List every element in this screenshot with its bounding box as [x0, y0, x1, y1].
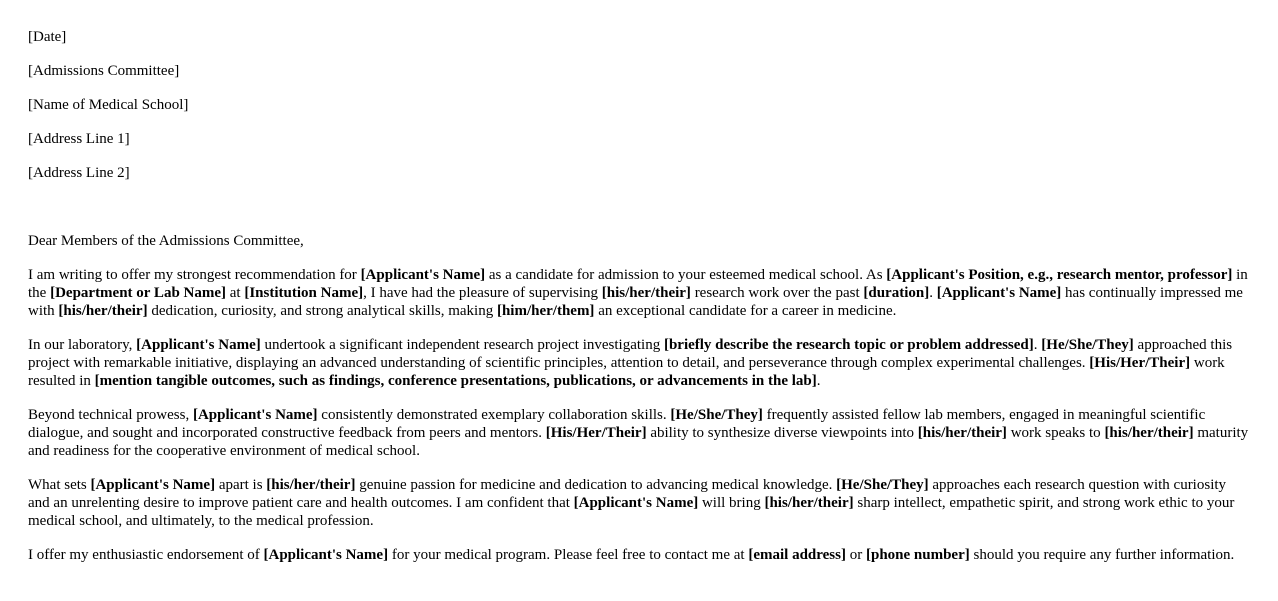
- placeholder-field: [Applicant's Position, e.g., research mentor, professor]: [886, 267, 1233, 283]
- placeholder-field: [him/her/them]: [496, 303, 595, 319]
- address-line-2: [Address Line 2]: [28, 165, 130, 181]
- recipient-line: [Admissions Committee]: [28, 63, 180, 79]
- placeholder-field: [Applicant's Name]: [90, 477, 216, 493]
- address-line-1: [Address Line 1]: [28, 131, 130, 147]
- placeholder-field: [mention tangible outcomes, such as findings, conference presentations, publications, or advancements in the lab]: [94, 373, 817, 389]
- placeholder-field: [He/She/They]: [836, 477, 929, 493]
- placeholder-field: [Applicant's Name]: [936, 285, 1062, 301]
- placeholder-field: [email address]: [748, 547, 846, 563]
- placeholder-field: [his/her/their]: [917, 425, 1007, 441]
- placeholder-field: [his/her/their]: [266, 477, 356, 493]
- placeholder-field: [Institution Name]: [244, 285, 364, 301]
- date-line: [Date]: [28, 29, 67, 45]
- placeholder-field: [Applicant's Name]: [192, 407, 318, 423]
- paragraph-closing: I offer my enthusiastic endorsement of [Applicant's Name] for your medical program. Please feel free to contact me at [email address] or [phone number] should you require any further information.: [28, 547, 1235, 563]
- placeholder-field: [Applicant's Name]: [263, 547, 389, 563]
- school-name-line: [Name of Medical School]: [28, 97, 189, 113]
- header-spacer: [28, 198, 1250, 232]
- placeholder-field: [His/Her/Their]: [545, 425, 647, 441]
- placeholder-field: [his/her/their]: [58, 303, 148, 319]
- placeholder-field: [He/She/They]: [1041, 337, 1134, 353]
- placeholder-field: [phone number]: [865, 547, 970, 563]
- placeholder-field: [his/her/their]: [601, 285, 691, 301]
- salutation: Dear Members of the Admissions Committee,: [28, 233, 304, 249]
- paragraph-collaboration: Beyond technical prowess, [Applicant's Name] consistently demonstrated exemplary collaboration skills. [He/She/They] frequently assisted fellow lab members, engaged in meaningful scientific dialogue, and sought and incorporated constructive feedback from peers and mentors. [His/Her/Their] ability to synthesize diverse viewpoints into [his/her/their] work speaks to [his/her/their] maturity and readiness for the cooperative environment of medical school.: [28, 407, 1249, 459]
- placeholder-field: [his/her/their]: [764, 495, 854, 511]
- placeholder-field: [Applicant's Name]: [360, 267, 486, 283]
- placeholder-field: [He/She/They]: [670, 407, 763, 423]
- paragraph-introduction: I am writing to offer my strongest recommendation for [Applicant's Name] as a candidate for admission to your esteemed medical school. As [Applicant's Position, e.g., research mentor, professor] in the [Department or Lab Name] at [Institution Name], I have had the pleasure of supervising [his/her/their] research work over the past [duration]. [Applicant's Name] has continually impressed me with [his/her/their] dedication, curiosity, and strong analytical skills, making [him/her/them] an exceptional candidate for a career in medicine.: [28, 267, 1248, 319]
- placeholder-field: [His/Her/Their]: [1089, 355, 1191, 371]
- placeholder-field: [Applicant's Name]: [573, 495, 699, 511]
- placeholder-field: [his/her/their]: [1104, 425, 1194, 441]
- letter-document: [28, 28, 1250, 580]
- placeholder-field: [Applicant's Name]: [136, 337, 261, 353]
- placeholder-field: [Department or Lab Name]: [50, 285, 227, 301]
- placeholder-field: [duration]: [863, 285, 930, 301]
- paragraph-passion: What sets [Applicant's Name] apart is [his/her/their] genuine passion for medicine and dedication to advancing medical knowledge. [He/She/They] approaches each research question with curiosity and an unrelenting desire to improve patient care and health outcomes. I am confident that [Applicant's Name] will bring [his/her/their] sharp intellect, empathetic spirit, and strong work ethic to your medical school, and ultimately, to the medical profession.: [28, 477, 1235, 529]
- paragraph-research: In our laboratory, [Applicant's Name] undertook a significant independent research project investigating [briefly describe the research topic or problem addressed]. [He/She/They] approached this project with remarkable initiative, displaying an advanced understanding of scientific principles, attention to detail, and perseverance through complex experimental challenges. [His/Her/Their] work resulted in [mention tangible outcomes, such as findings, conference presentations, publications, or advancements in the lab].: [28, 337, 1233, 389]
- placeholder-field: [briefly describe the research topic or problem addressed]: [663, 337, 1034, 353]
